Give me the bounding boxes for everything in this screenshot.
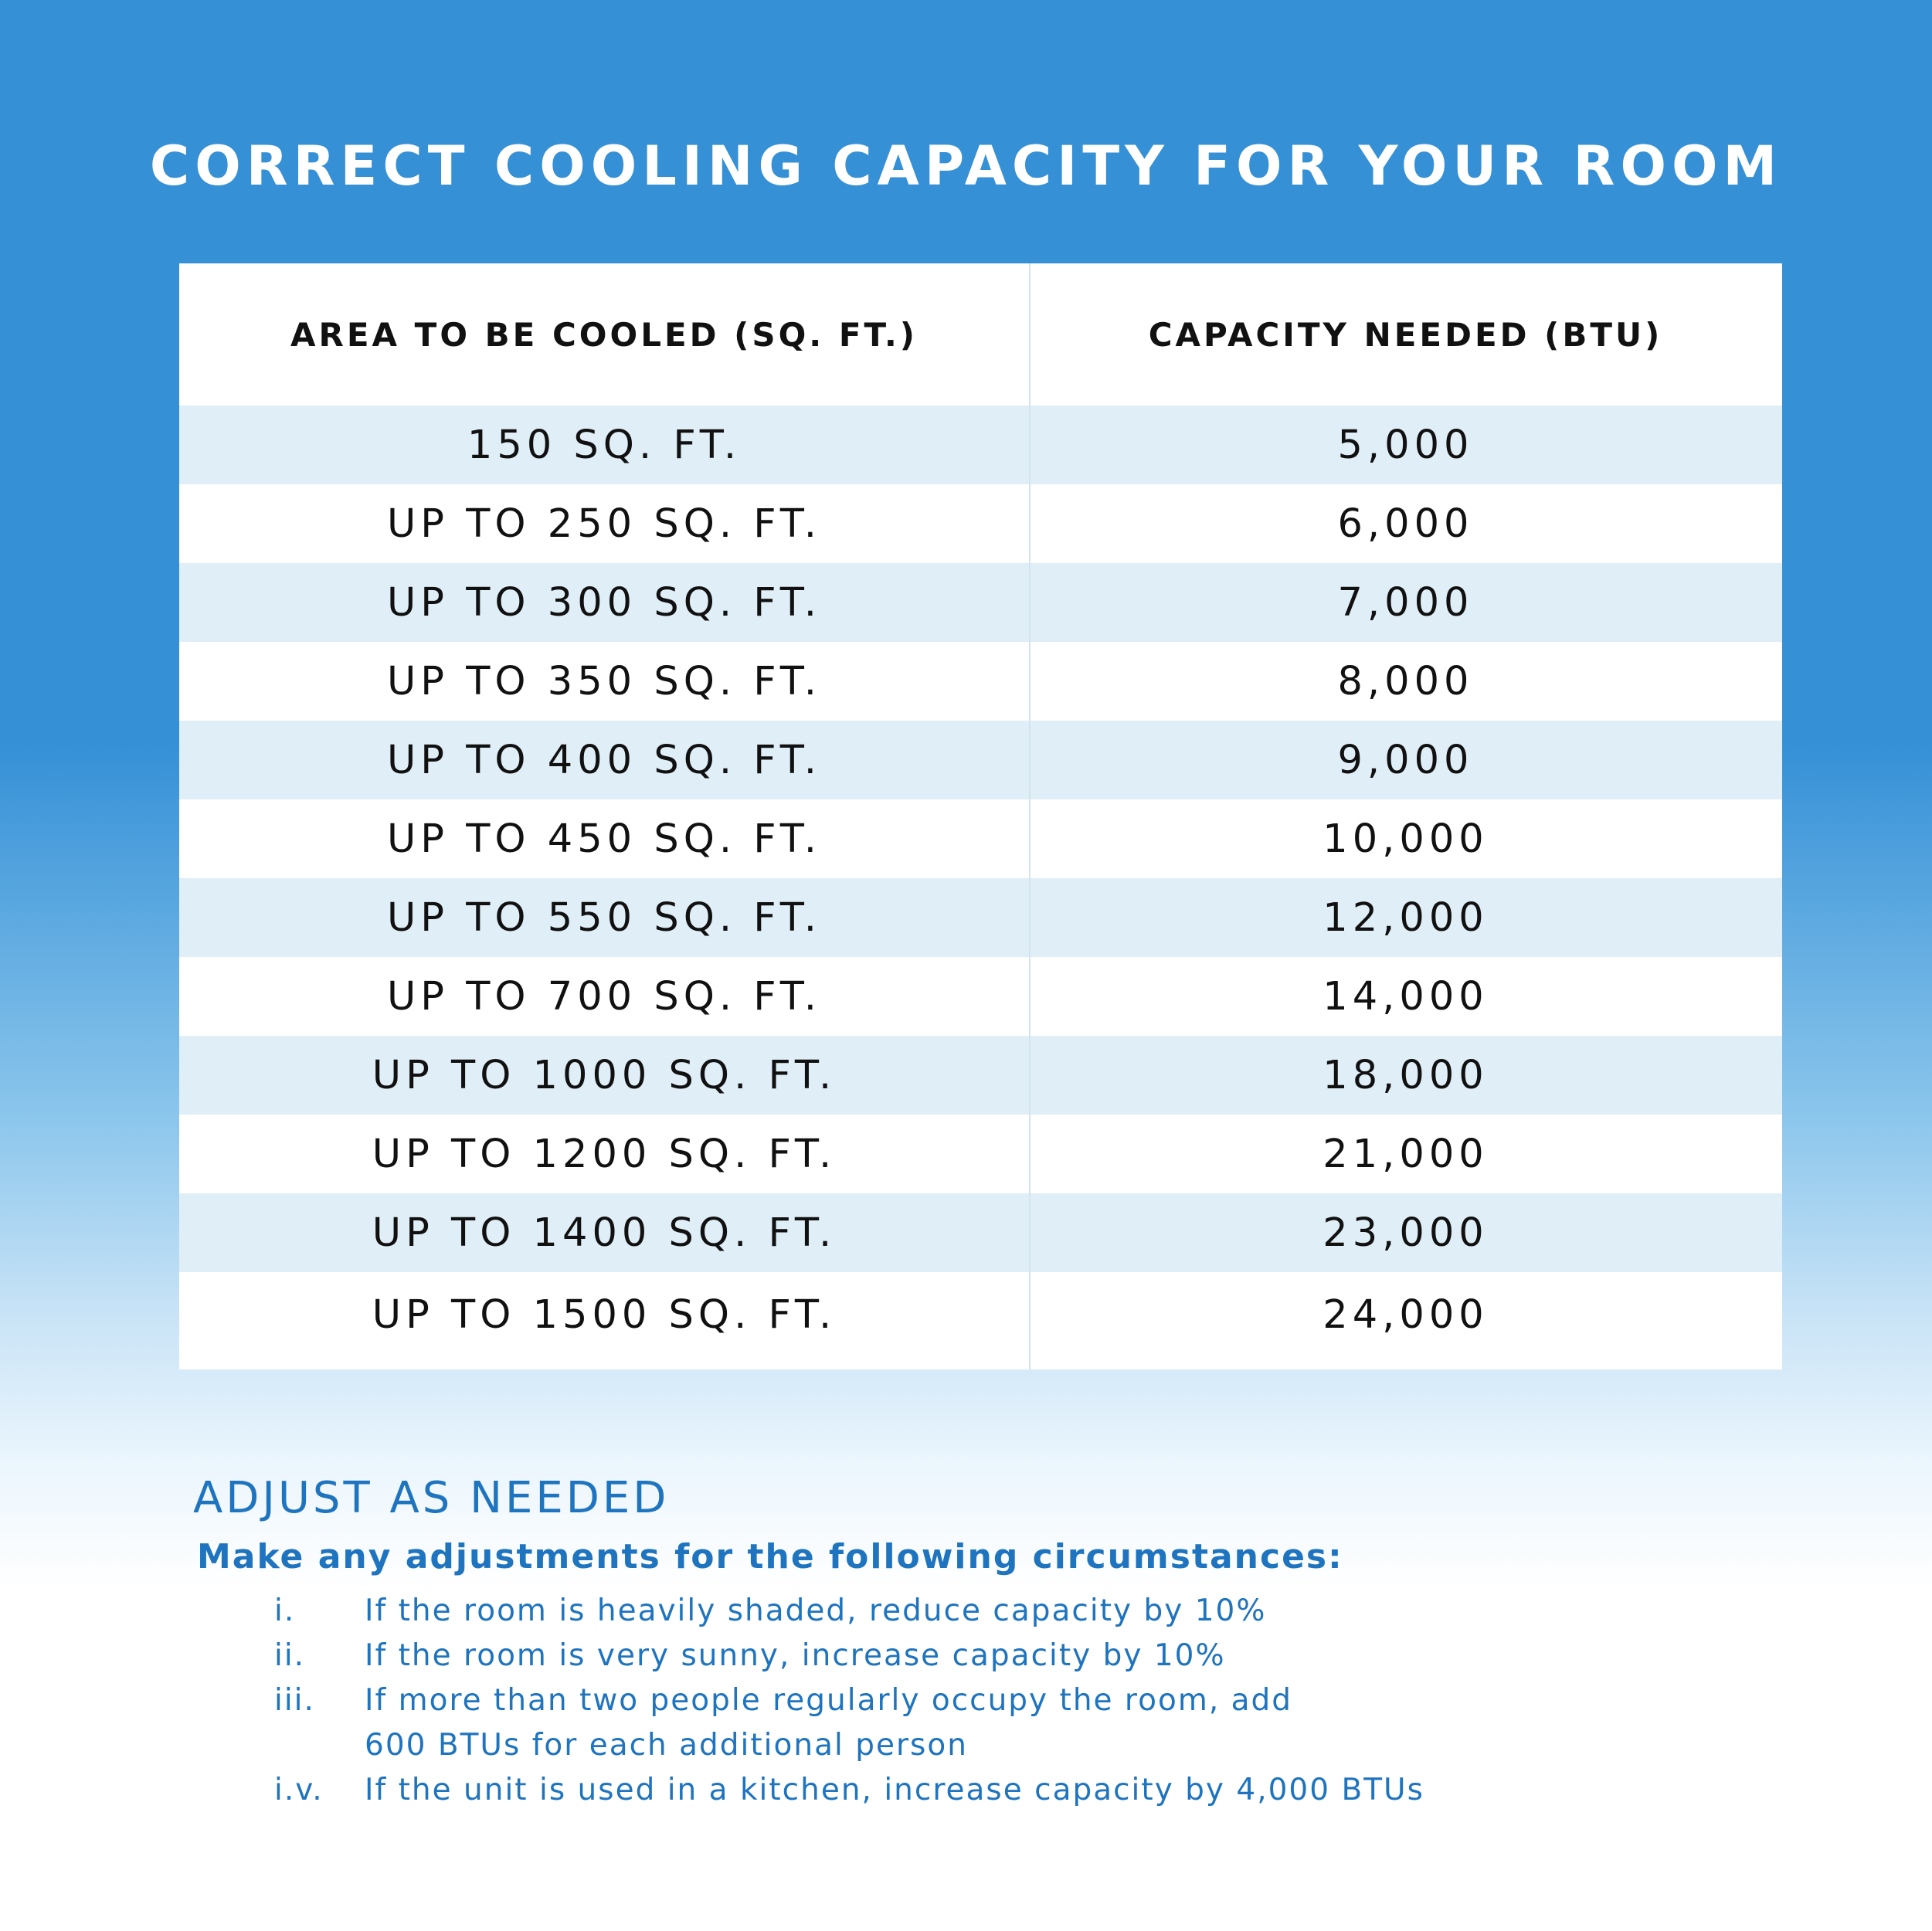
table-row [179,1193,1782,1272]
area-cell: UP TO 1500 SQ. FT. [372,1291,837,1338]
item-text: 600 BTUs for each additional person [365,1728,968,1763]
area-cell: UP TO 400 SQ. FT. [386,737,822,783]
area-cell: UP TO 700 SQ. FT. [386,973,822,1020]
table-row [179,799,1782,878]
capacity-cell: 7,000 [1337,579,1474,626]
capacity-cell: 18,000 [1323,1052,1489,1098]
area-cell: UP TO 350 SQ. FT. [386,658,822,704]
table-row [179,484,1782,563]
item-text: If the room is very sunny, increase capacity by 10% [365,1638,1226,1673]
table-row [179,878,1782,957]
capacity-cell: 21,000 [1323,1131,1489,1177]
item-text: If more than two people regularly occupy the room, add [365,1683,1293,1718]
area-cell: UP TO 450 SQ. FT. [386,816,822,862]
header-capacity: CAPACITY NEEDED (BTU) [1148,315,1663,354]
item-number: iii. [274,1683,315,1718]
table-row [179,563,1782,642]
capacity-cell: 6,000 [1337,501,1474,547]
area-cell: UP TO 300 SQ. FT. [386,579,822,626]
capacity-cell: 5,000 [1337,422,1474,468]
header-area: AREA TO BE COOLED (SQ. FT.) [290,315,918,354]
capacity-cell: 10,000 [1323,816,1489,862]
column-divider [1029,263,1031,1369]
page-title: CORRECT COOLING CAPACITY FOR YOUR ROOM [149,134,1783,198]
table-row [179,1036,1782,1115]
table-row [179,1272,1782,1369]
table-row [179,642,1782,721]
adjust-item [0,1634,1932,1678]
table-row [179,1115,1782,1193]
area-cell: 150 SQ. FT. [467,422,742,468]
item-number: i. [274,1593,296,1628]
area-cell: UP TO 1000 SQ. FT. [372,1052,837,1098]
capacity-cell: 14,000 [1323,973,1489,1020]
area-cell: UP TO 1200 SQ. FT. [372,1131,837,1177]
capacity-cell: 24,000 [1323,1291,1489,1338]
area-cell: UP TO 1400 SQ. FT. [372,1210,837,1256]
item-number: ii. [274,1638,306,1673]
capacity-cell: 23,000 [1323,1210,1489,1256]
capacity-cell: 12,000 [1323,894,1489,941]
capacity-cell: 8,000 [1337,658,1474,704]
area-cell: UP TO 550 SQ. FT. [386,894,822,941]
item-text: If the unit is used in a kitchen, increase capacity by 4,000 BTUs [365,1773,1424,1807]
adjust-item-continuation [0,1723,1932,1768]
item-text: If the room is heavily shaded, reduce capacity by 10% [365,1593,1267,1628]
table-header-row [179,263,1782,406]
capacity-table [179,263,1782,1369]
table-row [179,721,1782,799]
table-row [179,957,1782,1036]
area-cell: UP TO 250 SQ. FT. [386,501,822,547]
adjust-subheading: Make any adjustments for the following circumstances: [197,1537,1343,1576]
adjust-heading: ADJUST AS NEEDED [193,1473,670,1523]
table-row [179,406,1782,484]
capacity-cell: 9,000 [1337,737,1474,783]
adjust-item [0,1589,1932,1634]
adjust-item [0,1678,1932,1723]
adjust-item [0,1768,1932,1813]
item-number: i.v. [274,1773,324,1807]
